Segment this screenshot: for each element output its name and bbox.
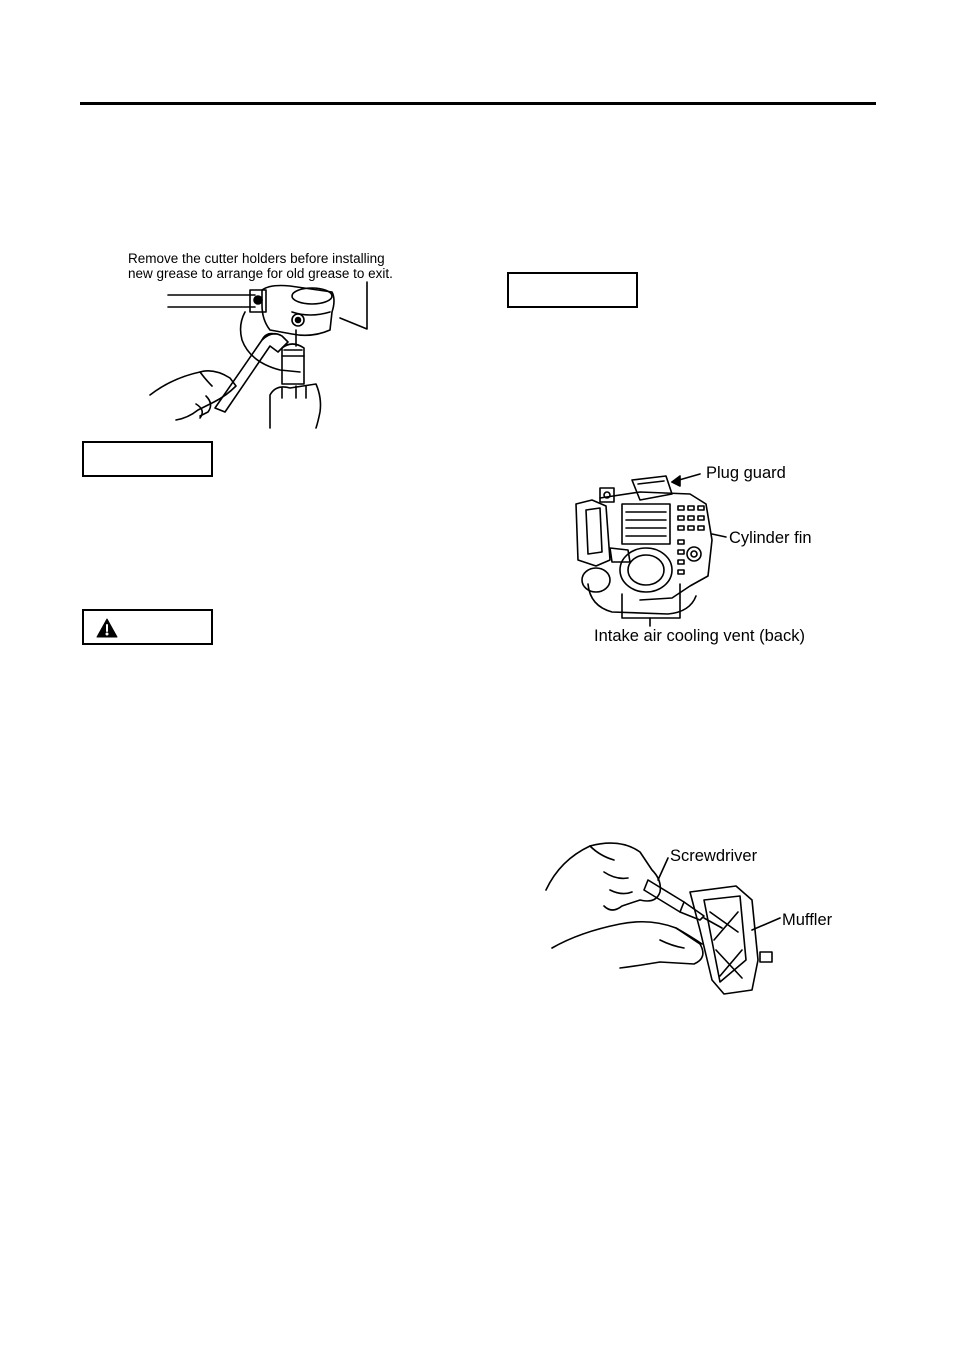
engine-label-intake-vent: Intake air cooling vent (back)	[594, 627, 805, 645]
engine-label-plug-guard: Plug guard	[706, 464, 786, 482]
gearcase-caption-line1: Remove the cutter holders before installing	[128, 251, 385, 266]
muffler-label-muffler: Muffler	[782, 911, 833, 929]
gearcase-caption-line2: new grease to arrange for old grease to exit.	[128, 266, 393, 281]
engine-label-cylinder-fin: Cylinder fin	[729, 529, 812, 547]
muffler-label-screwdriver: Screwdriver	[670, 847, 758, 865]
